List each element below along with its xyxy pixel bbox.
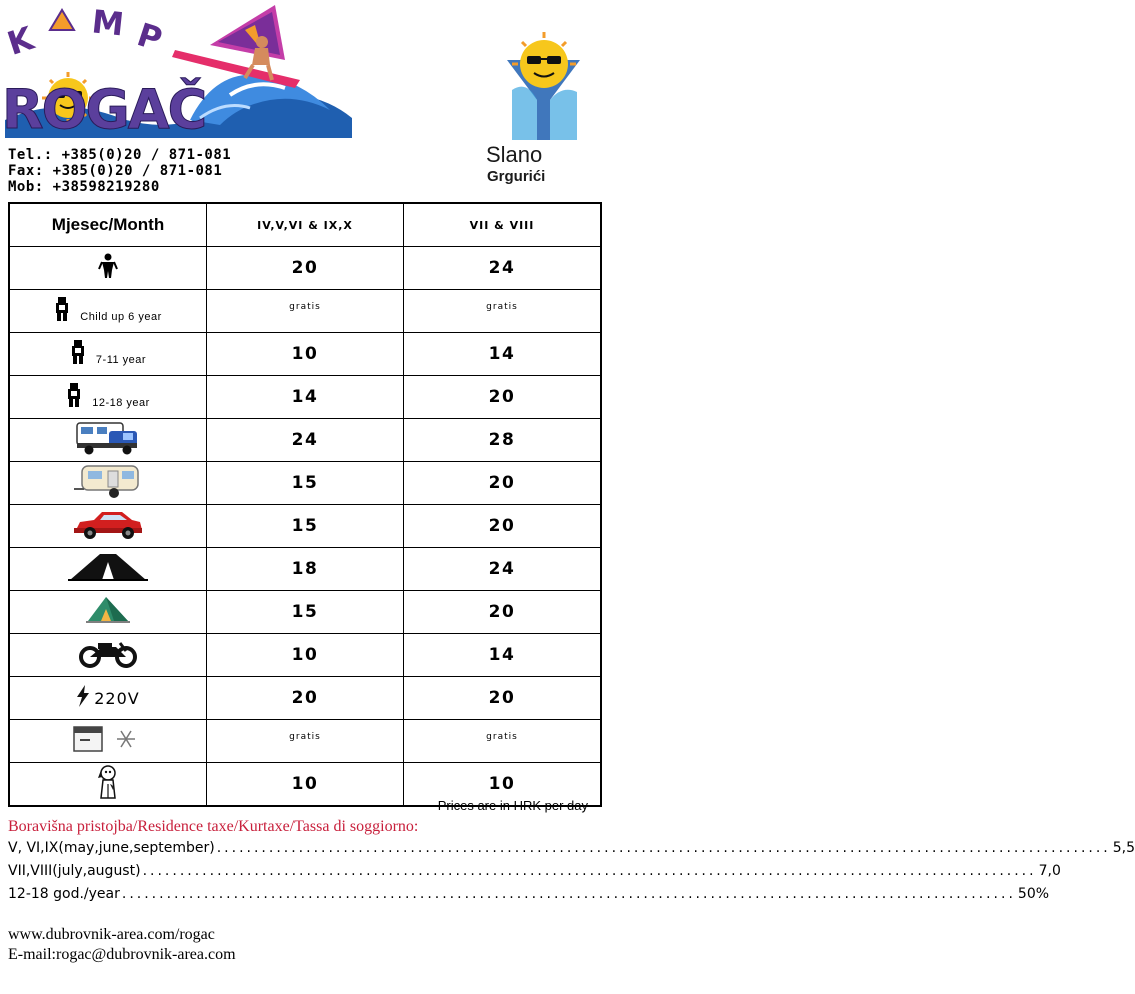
table-row — [9, 634, 601, 677]
price-value: 24 — [488, 559, 516, 579]
price-low-season — [207, 376, 404, 419]
price-value: 14 — [488, 344, 516, 364]
child-icon — [66, 383, 82, 412]
category-label: 220V — [94, 688, 140, 708]
price-value: 24 — [488, 258, 516, 278]
price-value: 15 — [291, 473, 319, 493]
header — [0, 0, 612, 200]
price-value: 20 — [488, 473, 516, 493]
mobile: Mob: +38598219280 — [8, 179, 160, 195]
table-row — [9, 247, 601, 290]
table-row — [9, 462, 601, 505]
brand-name: ROGAČ — [2, 78, 206, 141]
category-cell — [9, 720, 207, 763]
price-value: gratis — [289, 302, 321, 312]
price-value: 24 — [291, 430, 319, 450]
fax: Fax: +385(0)20 / 871-081 — [8, 163, 223, 179]
price-high-season — [404, 376, 602, 419]
telephone: Tel.: +385(0)20 / 871-081 — [8, 147, 232, 163]
price-value: 10 — [291, 344, 319, 364]
price-low-season — [207, 548, 404, 591]
category-cell — [9, 548, 207, 591]
category-cell — [9, 763, 207, 807]
dot-leader: ........................................................................................................................ — [121, 886, 1016, 902]
price-value: 20 — [488, 516, 516, 536]
price-value: 10 — [291, 645, 319, 665]
table-row — [9, 591, 601, 634]
price-high-season — [404, 591, 602, 634]
category-cell — [9, 505, 207, 548]
web-block — [8, 925, 236, 965]
price-value: 15 — [291, 602, 319, 622]
motorcycle-icon — [78, 639, 138, 672]
header-period-1: IV,V,VI & IX,X — [207, 203, 404, 247]
fridge-icon — [72, 725, 144, 758]
dog-icon — [95, 764, 121, 805]
category-cell — [9, 634, 207, 677]
price-low-season — [207, 333, 404, 376]
price-low-season — [207, 720, 404, 763]
table-row — [9, 419, 601, 462]
price-note: Prices are in HRK per day — [437, 798, 588, 813]
header-period-2: VII & VIII — [404, 203, 602, 247]
price-high-season — [404, 333, 602, 376]
dot-leader: ........................................................................................................................ — [216, 840, 1111, 856]
tax-value: 50% — [1017, 886, 1050, 902]
dot-leader: ........................................................................................................................ — [142, 863, 1037, 879]
price-low-season — [207, 462, 404, 505]
person-icon — [99, 253, 117, 284]
camper-icon — [75, 421, 141, 460]
price-low-season — [207, 290, 404, 333]
price-high-season — [404, 720, 602, 763]
price-value: 20 — [291, 688, 319, 708]
category-cell — [9, 419, 207, 462]
price-high-season — [404, 677, 602, 720]
tax-label: 12-18 god./year — [8, 886, 120, 902]
price-value: 20 — [488, 602, 516, 622]
table-row — [9, 677, 601, 720]
kamp-letter-m: M — [90, 2, 126, 44]
category-cell — [9, 333, 207, 376]
category-cell — [9, 290, 207, 333]
price-low-season — [207, 677, 404, 720]
price-value: 20 — [488, 387, 516, 407]
table-header-row — [9, 203, 601, 247]
price-low-season — [207, 634, 404, 677]
contact-block — [8, 147, 231, 195]
price-low-season — [207, 247, 404, 290]
lightning-icon — [76, 685, 90, 712]
tax-value: 5,5 — [1112, 840, 1135, 856]
price-high-season — [404, 505, 602, 548]
price-low-season — [207, 419, 404, 462]
table-row — [9, 376, 601, 419]
price-value: 10 — [488, 774, 516, 794]
price-high-season — [404, 548, 602, 591]
category-cell — [9, 462, 207, 505]
tax-row — [8, 863, 1061, 879]
small-tent-icon — [86, 595, 130, 630]
price-table — [8, 202, 602, 807]
price-value: 18 — [291, 559, 319, 579]
price-value: 28 — [488, 430, 516, 450]
category-label: 7-11 year — [95, 354, 147, 366]
tax-row — [8, 840, 1135, 856]
child-icon — [70, 340, 86, 369]
table-row — [9, 290, 601, 333]
big-tent-icon — [68, 552, 148, 587]
price-high-season — [404, 462, 602, 505]
category-cell — [9, 677, 207, 720]
caravan-icon — [74, 463, 142, 504]
price-low-season — [207, 763, 404, 807]
website-link[interactable]: www.dubrovnik-area.com/rogac — [8, 926, 215, 943]
price-high-season — [404, 290, 602, 333]
price-high-season — [404, 247, 602, 290]
price-value: 14 — [291, 387, 319, 407]
header-month: Mjesec/Month — [9, 203, 207, 247]
price-value: gratis — [289, 732, 321, 742]
price-value: 20 — [291, 258, 319, 278]
tax-label: V, VI,IX(may,june,september) — [8, 840, 215, 856]
category-cell — [9, 591, 207, 634]
category-cell — [9, 247, 207, 290]
child-icon — [54, 297, 70, 326]
price-high-season — [404, 634, 602, 677]
table-row — [9, 505, 601, 548]
email-link[interactable]: E-mail:rogac@dubrovnik-area.com — [8, 946, 236, 963]
location-line1: Slano — [486, 142, 543, 167]
kamp-letter-p: P — [132, 15, 167, 59]
price-low-season — [207, 505, 404, 548]
tax-title: Boravišna pristojba/Residence taxe/Kurtaxe/Tassa di soggiorno: — [8, 818, 419, 835]
price-low-season — [207, 591, 404, 634]
price-value: 10 — [291, 774, 319, 794]
kamp-letter-k: K — [2, 19, 39, 63]
price-value: gratis — [486, 302, 518, 312]
price-high-season — [404, 419, 602, 462]
price-value: 20 — [488, 688, 516, 708]
category-label: Child up 6 year — [80, 311, 162, 323]
tax-label: VII,VIII(july,august) — [8, 863, 141, 879]
price-value: gratis — [486, 732, 518, 742]
tax-row — [8, 886, 1050, 902]
table-row — [9, 720, 601, 763]
kamp-rogac-logo — [0, 0, 360, 145]
category-label: 12-18 year — [92, 397, 150, 409]
location-line2: Grgurići — [487, 168, 546, 185]
price-value: 15 — [291, 516, 319, 536]
price-value: 14 — [488, 645, 516, 665]
car-icon — [72, 508, 144, 545]
tax-value: 7,0 — [1038, 863, 1061, 879]
table-row — [9, 548, 601, 591]
category-cell — [9, 376, 207, 419]
table-row — [9, 333, 601, 376]
